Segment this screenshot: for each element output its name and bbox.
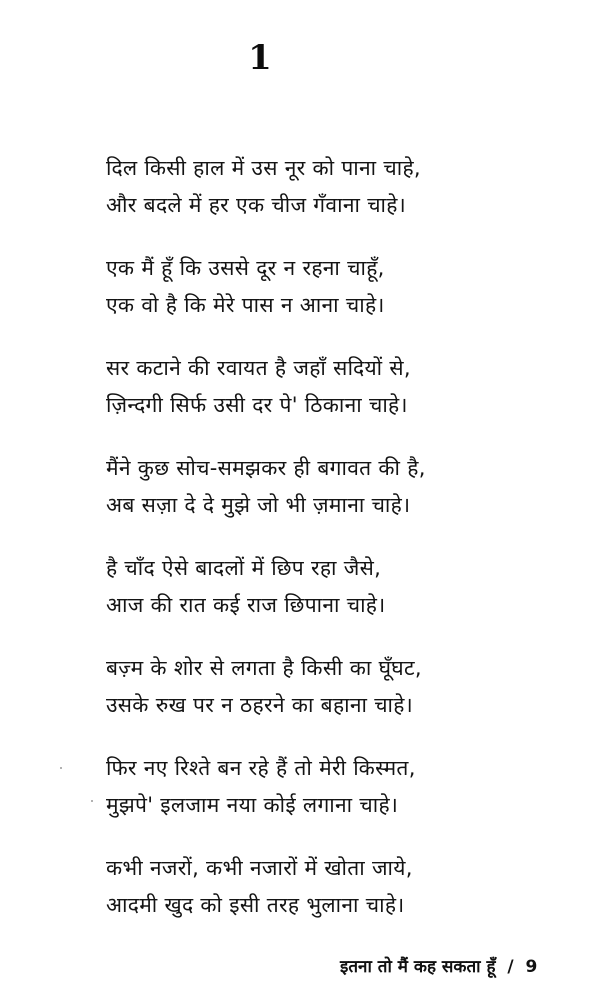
verse-line: एक मैं हूँ कि उससे दूर न रहना चाहूँ, — [106, 256, 385, 280]
book-title: इतना तो मैं कह सकता हूँ — [340, 957, 496, 977]
couplet-3 — [106, 350, 576, 450]
verse-line: मैंने कुछ सोच-समझकर ही बगावत की है, — [106, 456, 426, 480]
verse-line: उसके रुख पर न ठहरने का बहाना चाहे। — [106, 693, 413, 717]
footer-separator: / — [507, 957, 514, 977]
couplet-2 — [106, 250, 576, 350]
verse-line: फिर नए रिश्ते बन रहे हैं तो मेरी किस्मत, — [106, 756, 416, 780]
verse-line: बज़्म के शोर से लगता है किसी का घूँघट, — [106, 656, 422, 680]
verse-line: आज की रात कई राज छिपाना चाहे। — [106, 593, 386, 617]
verse-line: और बदले में हर एक चीज गँवाना चाहे। — [106, 193, 406, 217]
verse-line: अब सज़ा दे दे मुझे जो भी ज़माना चाहे। — [106, 493, 411, 517]
poem-body — [106, 150, 576, 950]
verse-line: सर कटाने की रवायत है जहाँ सदियों से, — [106, 356, 411, 380]
verse-line: ज़िन्दगी सिर्फ उसी दर पे' ठिकाना चाहे। — [106, 393, 408, 417]
running-footer — [340, 954, 580, 980]
scan-speck — [91, 800, 93, 802]
couplet-6 — [106, 650, 576, 750]
poem-number: 1 — [248, 38, 272, 78]
scan-speck — [60, 767, 62, 769]
couplet-5 — [106, 550, 576, 650]
verse-line: एक वो है कि मेरे पास न आना चाहे। — [106, 293, 385, 317]
verse-line: मुझपे' इलजाम नया कोई लगाना चाहे। — [106, 793, 399, 817]
verse-line: आदमी खुद को इसी तरह भुलाना चाहे। — [106, 893, 405, 917]
verse-line: कभी नजरों, कभी नजारों में खोता जाये, — [106, 856, 413, 880]
verse-line: है चाँद ऐसे बादलों में छिप रहा जैसे, — [106, 556, 382, 580]
couplet-1 — [106, 150, 576, 250]
folio-page-number: 9 — [525, 957, 538, 977]
verse-line: दिल किसी हाल में उस नूर को पाना चाहे, — [106, 156, 421, 180]
couplet-8 — [106, 850, 576, 950]
couplet-4 — [106, 450, 576, 550]
couplet-7 — [106, 750, 576, 850]
